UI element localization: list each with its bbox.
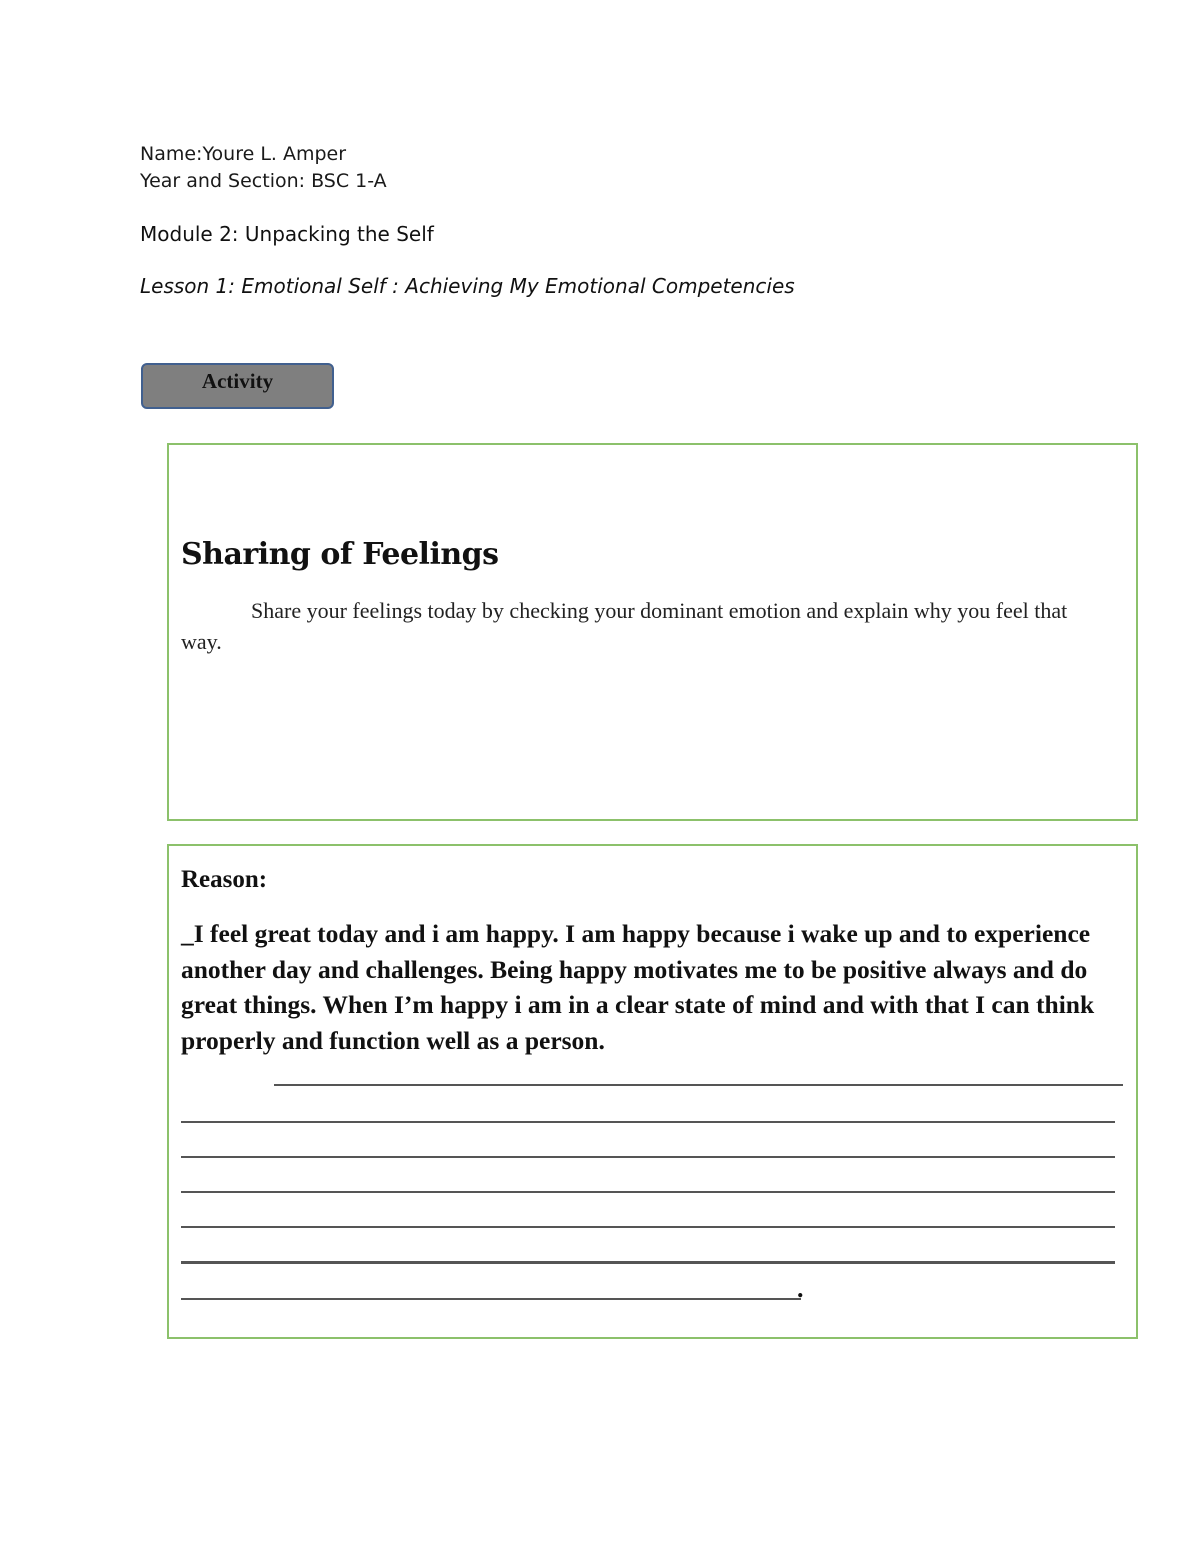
answer-line bbox=[181, 1261, 1115, 1264]
answer-line-last bbox=[181, 1298, 801, 1300]
answer-line bbox=[181, 1156, 1115, 1158]
sharing-of-feelings-box bbox=[167, 443, 1138, 821]
reason-box bbox=[167, 844, 1138, 1339]
answer-line bbox=[181, 1226, 1115, 1228]
reason-answer-text[interactable]: _I feel great today and i am happy. I am happy because i wake up and to experience another day and challenges. Being happy motivates me to be positive always and do great things. When I’m happy i am in a clear state of mind and with that I can think properly and function well as a person. bbox=[181, 919, 1095, 1055]
student-name: Name:Youre L. Amper bbox=[140, 143, 347, 165]
reason-label: Reason: bbox=[181, 866, 268, 893]
answer-line bbox=[181, 1191, 1115, 1193]
activity-tab: Activity bbox=[141, 363, 334, 409]
feelings-instruction: Share your feelings today by checking your dominant emotion and explain why you feel that way. bbox=[181, 598, 1068, 654]
year-and-section: Year and Section: BSC 1-A bbox=[140, 170, 387, 192]
answer-line bbox=[181, 1121, 1115, 1123]
answer-underline bbox=[274, 1084, 1123, 1086]
lesson-title: Lesson 1: Emotional Self : Achieving My Emotional Competencies bbox=[140, 274, 795, 298]
sharing-of-feelings-heading: Sharing of Feelings bbox=[181, 537, 499, 572]
module-title: Module 2: Unpacking the Self bbox=[140, 222, 434, 246]
closing-period: . bbox=[797, 1274, 804, 1303]
